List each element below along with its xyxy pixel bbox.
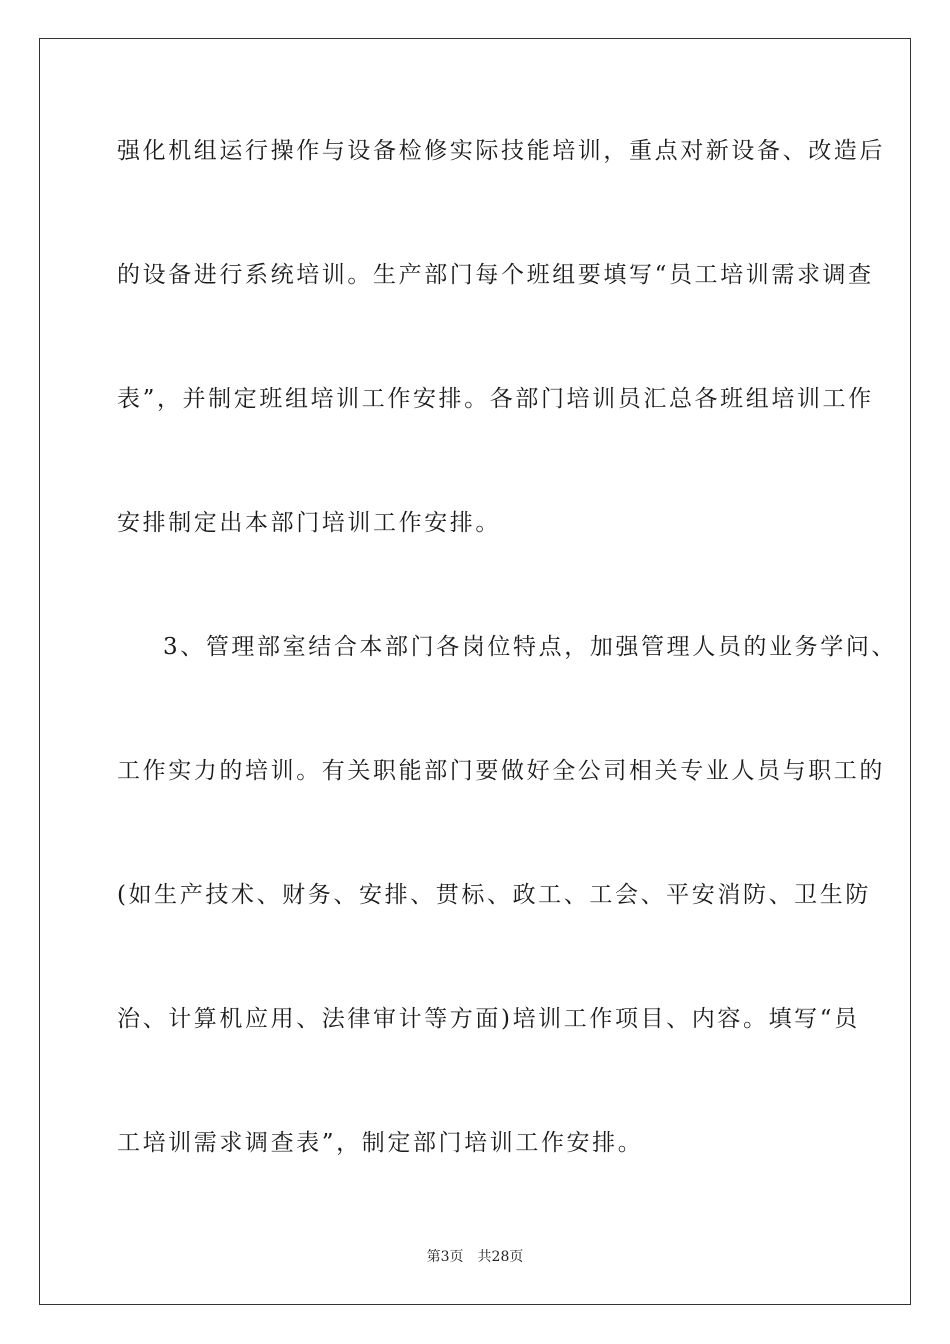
- page-border: [39, 38, 911, 1305]
- paragraph-line: 安排制定出本部门培训工作安排。: [117, 510, 501, 536]
- paragraph-line-indented: 3、管理部室结合本部门各岗位特点，加强管理人员的业务学问、: [163, 634, 898, 660]
- paragraph-line: 表”，并制定班组培训工作安排。各部门培训员汇总各班组培训工作: [117, 386, 874, 412]
- paragraph-line: 强化机组运行操作与设备检修实际技能培训，重点对新设备、改造后: [117, 138, 885, 164]
- paragraph-line: 治、计算机应用、法律审计等方面)培训工作项目、内容。填写“员: [117, 1006, 860, 1032]
- paragraph-line: (如生产技术、财务、安排、贯标、政工、工会、平安消防、卫生防: [117, 882, 871, 908]
- page-number: 第3页: [426, 1249, 464, 1265]
- paragraph-line: 工培训需求调查表”，制定部门培训工作安排。: [117, 1130, 644, 1156]
- page-total: 共28页: [477, 1249, 524, 1265]
- paragraph-line: 的设备进行系统培训。生产部门每个班组要填写“员工培训需求调查: [117, 262, 874, 288]
- page-footer: [0, 1248, 950, 1266]
- paragraph-line: 工作实力的培训。有关职能部门要做好全公司相关专业人员与职工的: [117, 758, 885, 784]
